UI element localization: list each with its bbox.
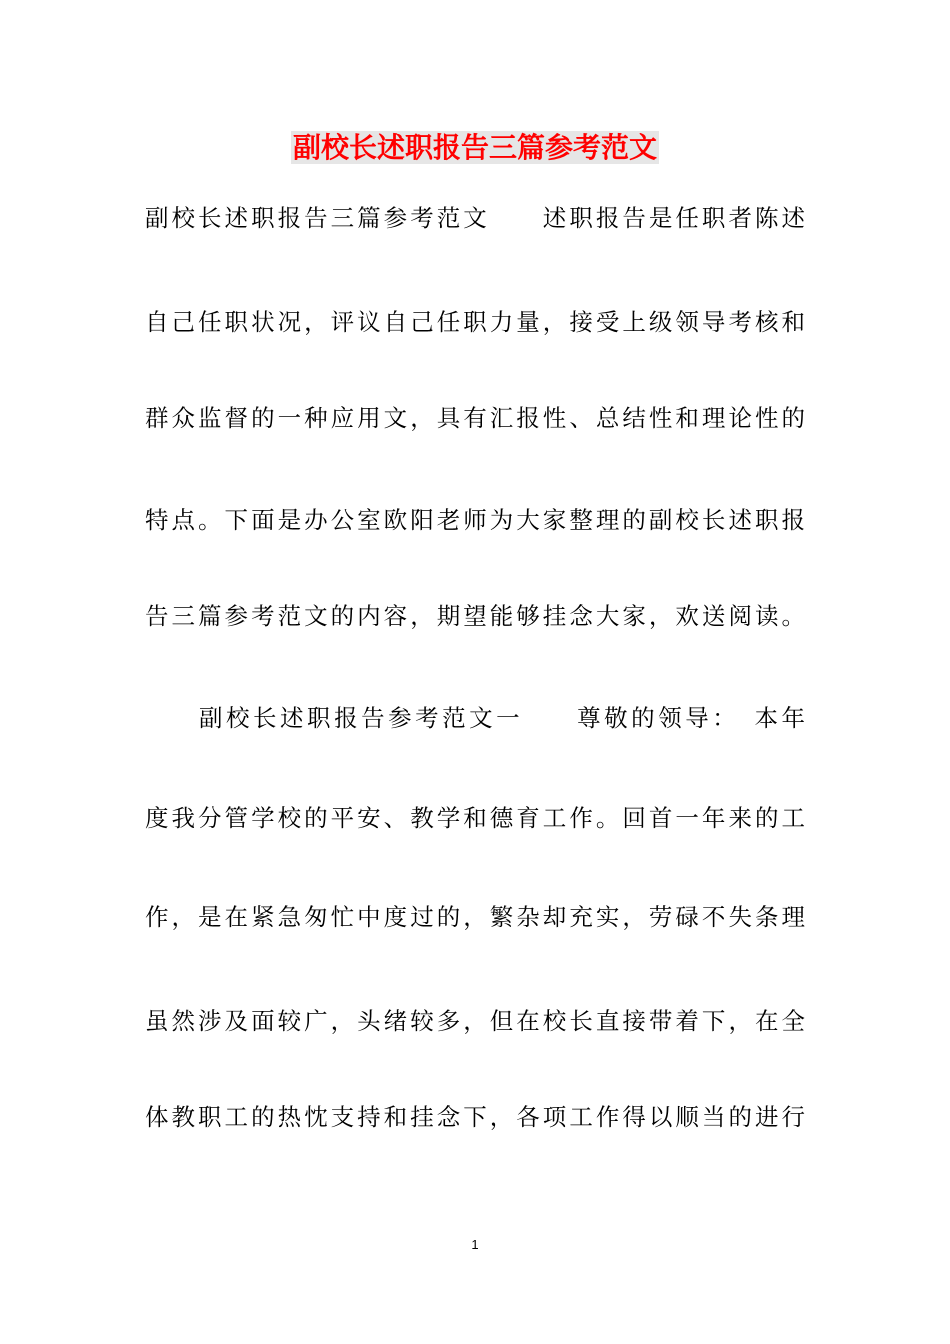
body-line-9: 虽然涉及面较广，头绪较多，但在校长直接带着下，在全	[145, 1007, 805, 1035]
body-line-5: 告三篇参考范文的内容，期望能够挂念大家，欢送阅读。	[145, 602, 805, 630]
body-line-1: 副校长述职报告三篇参考范文 述职报告是任职者陈述	[145, 204, 805, 232]
page-number: 1	[471, 1237, 479, 1252]
body-line-8: 作，是在紧急匆忙中度过的，繁杂却充实，劳碌不失条理	[145, 903, 805, 931]
body-line-6: 副校长述职报告参考范文一 尊敬的领导： 本年	[145, 704, 805, 732]
body-line-2: 自己任职状况，评议自己任职力量，接受上级领导考核和	[145, 308, 805, 336]
body-line-4: 特点。下面是办公室欧阳老师为大家整理的副校长述职报	[145, 506, 805, 534]
document-title-text: 副校长述职报告三篇参考范文	[292, 131, 657, 164]
body-line-3: 群众监督的一种应用文，具有汇报性、总结性和理论性的	[145, 404, 805, 432]
body-line-10: 体教职工的热忱支持和挂念下，各项工作得以顺当的进行	[145, 1103, 805, 1131]
body-line-7: 度我分管学校的平安、教学和德育工作。回首一年来的工	[145, 804, 805, 832]
document-title	[0, 128, 950, 168]
